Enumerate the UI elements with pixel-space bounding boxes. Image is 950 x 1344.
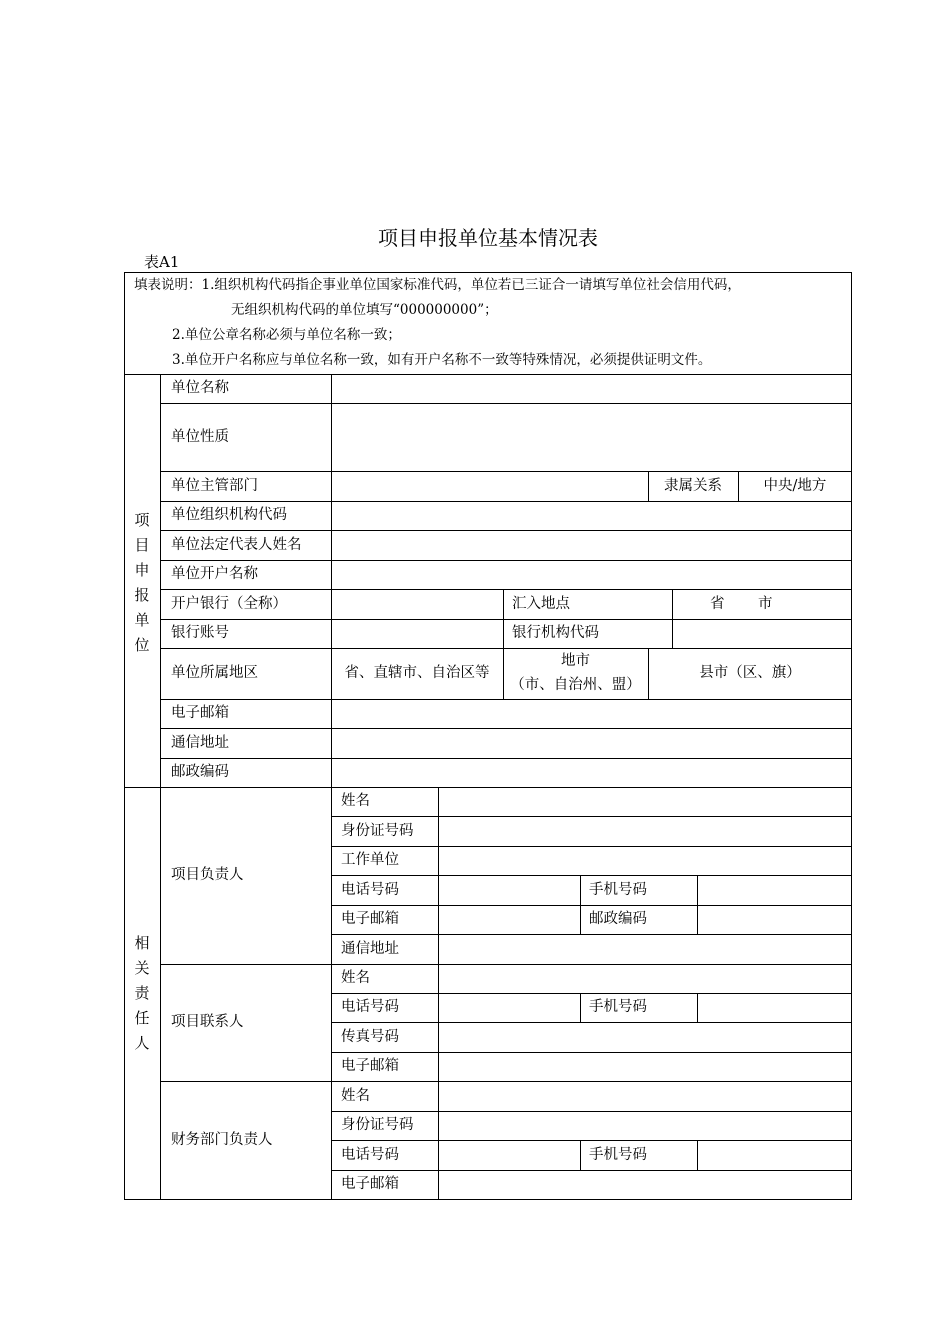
label-mobile: 手机号码	[589, 882, 647, 898]
label-mobile: 手机号码	[589, 999, 647, 1015]
divider	[331, 993, 852, 994]
header-char: 关	[134, 959, 150, 977]
divider	[160, 728, 852, 729]
divider	[160, 619, 852, 620]
divider	[580, 993, 581, 1022]
header-char: 责	[134, 984, 150, 1002]
label-name: 姓名	[341, 1088, 370, 1104]
section-header-applicant	[132, 508, 152, 658]
divider	[331, 875, 852, 876]
table-label: 表A1	[144, 253, 180, 271]
divider	[331, 1170, 852, 1171]
label-postcode: 邮政编码	[171, 764, 229, 780]
divider	[331, 1022, 852, 1023]
label-mobile: 手机号码	[589, 1147, 647, 1163]
label-phone: 电话号码	[341, 1147, 399, 1163]
page-title: 项目申报单位基本情况表	[378, 226, 598, 250]
note-line: 无组织机构代码的单位填写“000000000”；	[231, 302, 498, 318]
note-line: 填表说明：1.组织机构代码指企事业单位国家标准代码，单位若已三证合一请填写单位社会信用代码，	[134, 277, 741, 293]
divider	[160, 699, 852, 700]
divider	[124, 374, 852, 375]
divider	[160, 758, 852, 759]
divider	[438, 787, 439, 1200]
divider	[160, 589, 852, 590]
note-line: 2.单位公章名称必须与单位名称一致；	[172, 327, 401, 343]
divider	[124, 787, 852, 788]
label-account-no: 银行账号	[171, 625, 229, 641]
divider	[160, 501, 852, 502]
divider	[672, 589, 673, 648]
region-city-sub: （市、自治州、盟）	[510, 677, 641, 693]
section-header-responsible	[132, 931, 152, 1056]
label-id-no: 身份证号码	[341, 823, 414, 839]
affiliation-value: 中央/地方	[763, 478, 827, 494]
note-line: 3.单位开户名称应与单位名称一致，如有开户名称不一致等特殊情况，必须提供证明文件。	[172, 352, 712, 368]
label-province: 省	[710, 596, 725, 612]
label-email: 电子邮箱	[171, 705, 229, 721]
divider	[503, 589, 504, 648]
header-char: 申	[134, 561, 150, 579]
divider	[160, 403, 852, 404]
label-fax: 传真号码	[341, 1029, 399, 1045]
label-city: 市	[758, 596, 773, 612]
divider	[331, 846, 852, 847]
region-province: 省、直辖市、自治区等	[344, 665, 490, 681]
label-phone: 电话号码	[341, 999, 399, 1015]
divider	[331, 934, 852, 935]
divider	[331, 1052, 852, 1053]
label-bank-code: 银行机构代码	[512, 625, 599, 641]
label-phone: 电话号码	[341, 882, 399, 898]
divider	[160, 530, 852, 531]
label-project-contact: 项目联系人	[171, 1014, 244, 1030]
label-work-unit: 工作单位	[341, 852, 399, 868]
region-county: 县市（区、旗）	[699, 665, 801, 681]
label-region: 单位所属地区	[171, 665, 258, 681]
label-project-leader: 项目负责人	[171, 867, 244, 883]
divider	[160, 560, 852, 561]
label-address: 通信地址	[341, 941, 399, 957]
header-char: 项	[134, 511, 150, 529]
header-char: 相	[134, 934, 150, 952]
divider	[331, 816, 852, 817]
label-unit-name: 单位名称	[171, 380, 229, 396]
label-account-name: 单位开户名称	[171, 566, 258, 582]
divider	[160, 964, 852, 965]
divider	[331, 1140, 852, 1141]
label-name: 姓名	[341, 970, 370, 986]
label-email: 电子邮箱	[341, 1176, 399, 1192]
label-id-no: 身份证号码	[341, 1117, 414, 1133]
label-org-code: 单位组织机构代码	[171, 507, 287, 523]
form-table	[124, 272, 852, 1200]
header-char: 任	[134, 1009, 150, 1027]
label-postcode: 邮政编码	[589, 911, 647, 927]
header-char: 人	[134, 1034, 150, 1052]
header-char: 位	[134, 636, 150, 654]
divider	[160, 648, 852, 649]
header-char: 报	[134, 586, 150, 604]
label-unit-nature: 单位性质	[171, 429, 229, 445]
divider	[160, 471, 852, 472]
header-char: 目	[134, 536, 150, 554]
label-bank-full: 开户银行（全称）	[171, 596, 287, 612]
divider	[697, 993, 698, 1022]
header-char: 单	[134, 611, 150, 629]
label-legal-rep: 单位法定代表人姓名	[171, 537, 302, 553]
divider	[697, 875, 698, 934]
divider	[160, 1081, 852, 1082]
label-name: 姓名	[341, 793, 370, 809]
label-affiliation: 隶属关系	[664, 478, 722, 494]
divider	[160, 374, 161, 1200]
divider	[331, 905, 852, 906]
divider	[580, 1140, 581, 1170]
divider	[331, 787, 332, 1200]
region-city: 地市	[561, 653, 590, 669]
divider	[331, 374, 332, 787]
label-finance-head: 财务部门负责人	[171, 1132, 273, 1148]
label-email: 电子邮箱	[341, 911, 399, 927]
label-supervisor: 单位主管部门	[171, 478, 258, 494]
divider	[331, 1111, 852, 1112]
divider	[580, 875, 581, 934]
divider	[697, 1140, 698, 1170]
label-address: 通信地址	[171, 735, 229, 751]
label-remit-place: 汇入地点	[512, 596, 570, 612]
label-email: 电子邮箱	[341, 1058, 399, 1074]
